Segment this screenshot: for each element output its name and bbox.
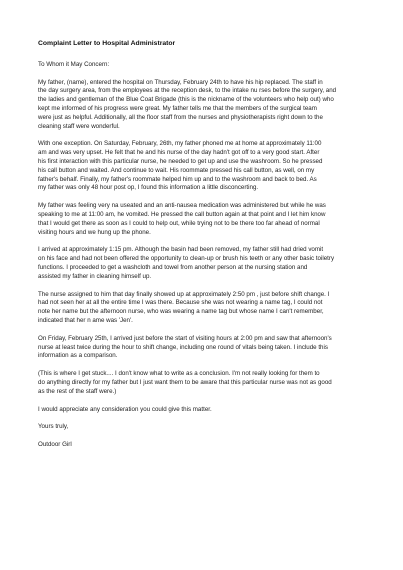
letter-title: Complaint Letter to Hospital Administrator	[38, 40, 176, 47]
letter-signature: Outdoor Girl	[38, 441, 72, 449]
letter-paragraph-4: I arrived at approximately 1:15 pm. Although the basin had been removed, my father still had dried vomit on his face and had not been offered the opportunity to clean-up or brush his teeth or any other basic toiletry functions. I proceeded to get a washcloth and towel from another person at the nursing station and assisted my father in cleaning himself up.	[38, 246, 335, 280]
letter-salutation: To Whom it May Concern:	[38, 60, 110, 68]
letter-body	[38, 40, 368, 459]
letter-paragraph-1: My father, (name), entered the hospital on Thursday, February 24th to have his hip replaced. The staff in the day surgery area, from the employees at the reception desk, to the intake nu rses before the surgery, and the ladies and gentleman of the Blue Coat Brigade (this is the nickname of the volunteers who help out) who kept me informed of his progress were great. My father tells me that the members of the surgical team were just as helpful. Additionally, all the floor staff from the nurses and physiotherapists right down to the cleaning staff were wonderful.	[38, 78, 337, 130]
letter-paragraph-5: The nurse assigned to him that day finally showed up at approximately 2:50 pm , just before shift change. I had not seen her at all the entire time I was there. Because she was not wearing a name tag, I could not note her name but the afternoon nurse, who was wearing a name tag but whose name I can't remember, indicated that her n ame was 'Jen'.	[38, 290, 330, 324]
letter-paragraph-3: My father was feeling very na useated and an anti-nausea medication was administered but while he was speaking to me at 11:00 am, he vomited. He pressed the call button again at that point and I let him know that I would get there as soon as I could to help out, while trying not to be there too far ahead of normal visiting hours and we hung up the phone.	[38, 202, 326, 236]
letter-paragraph-6: On Friday, February 25th, I arrived just before the start of visiting hours at 2:00 pm and saw that afternoon's nurse at least twice during the hour to shift change, including one round of vitals being taken. I include this information as a comparison.	[38, 334, 332, 360]
letter-paragraph-2: With one exception. On Saturday, February, 26th, my father phoned me at home at approximately 11:00 am and was very upset. He felt that he and his nurse of the day hadn't got off to a very good start. After his first interaction with this particular nurse, he needed to get up and use the washroom. So he pressed his call button and waited. And continue to wait. His roommate pressed his call button, as well, on my father's behalf. Finally, my father's roommate helped him up and to the washroom and back to bed. As my father was only 48 hour post op, I found this information a little disconcerting.	[38, 140, 323, 192]
letter-paragraph-7: (This is where I get stuck.... I don't know what to write as a conclusion. I'm not really looking for them to do anything directly for my father but I just want them to be aware that this particular nurse was not as good as the rest of the staff were.)	[38, 370, 332, 395]
letter-paragraph-8: I would appreciate any consideration you could give this matter.	[38, 405, 212, 413]
letter-closing: Yours truly,	[38, 423, 69, 431]
